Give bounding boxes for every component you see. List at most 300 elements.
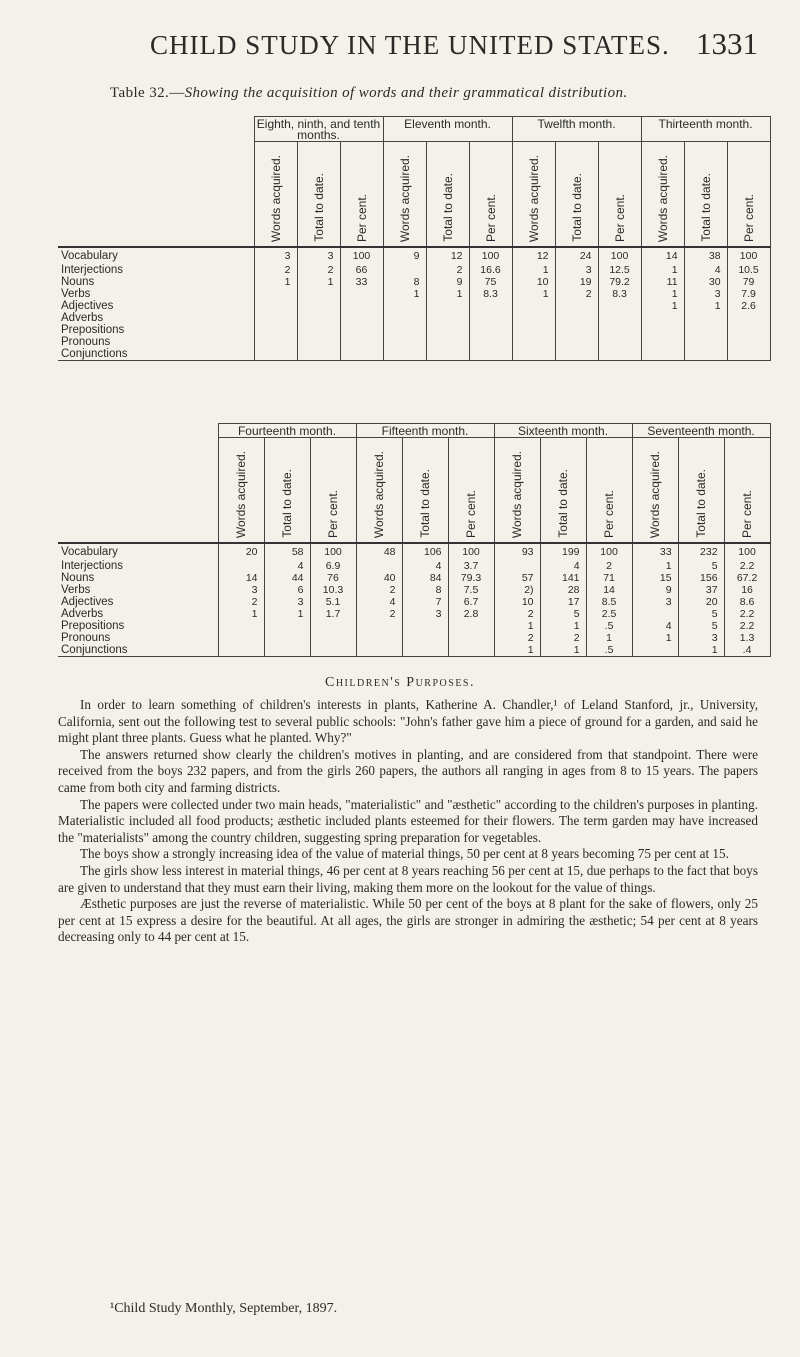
- table-cell: 37: [678, 584, 724, 596]
- table-cell: 14: [218, 572, 264, 584]
- table-cell: 1: [641, 300, 684, 312]
- table-cell: 28: [540, 584, 586, 596]
- table-cell: 79.3: [448, 572, 494, 584]
- page-header: [0, 26, 800, 70]
- table-cell: [426, 300, 469, 312]
- paragraph: The boys show a strongly increasing idea of the value of material things, 50 per cent at 8 years becoming 75 per cent at 15.: [80, 846, 729, 862]
- table-cell: [684, 336, 727, 348]
- table-cell: 10: [494, 596, 540, 608]
- table-cell: [512, 324, 555, 336]
- column-header-label: Words acquired.: [234, 450, 248, 538]
- table-cell: 6.7: [448, 596, 494, 608]
- table-row: [58, 348, 770, 361]
- column-header: [727, 142, 770, 248]
- table-cell: 156: [678, 572, 724, 584]
- table-row: [58, 288, 770, 300]
- table-cell: [494, 560, 540, 572]
- table-cell: [555, 312, 598, 324]
- column-header: [632, 438, 678, 544]
- table-cell: 2): [494, 584, 540, 596]
- table-row: [58, 608, 770, 620]
- table-cell: 1: [383, 288, 426, 300]
- header-blank: [58, 424, 218, 544]
- table-cell: 9: [426, 276, 469, 288]
- table-cell: [426, 324, 469, 336]
- table-cell: 1: [641, 288, 684, 300]
- row-label: Prepositions: [58, 324, 254, 336]
- body-text: [58, 697, 758, 946]
- table-caption-label: Table 32.—: [110, 85, 185, 101]
- table-cell: 4: [264, 560, 310, 572]
- table-cell: 14: [641, 247, 684, 264]
- table-cell: [340, 312, 383, 324]
- table-cell: 2: [356, 608, 402, 620]
- footnote: ¹Child Study Monthly, September, 1897.: [110, 1301, 338, 1316]
- table-cell: 20: [218, 543, 264, 560]
- table-cell: 1: [494, 644, 540, 657]
- table-cell: [555, 300, 598, 312]
- row-label: Interjections: [58, 560, 218, 572]
- table-cell: 4: [402, 560, 448, 572]
- table-cell: [469, 348, 512, 361]
- table-cell: 3: [555, 264, 598, 276]
- column-header: [512, 142, 555, 248]
- table-cell: [727, 336, 770, 348]
- table-cell: [598, 324, 641, 336]
- table-cell: 1: [494, 620, 540, 632]
- table-cell: [426, 348, 469, 361]
- table-cell: 20: [678, 596, 724, 608]
- table-cell: 3: [254, 247, 297, 264]
- column-header-label: Per cent.: [326, 489, 340, 538]
- table-cell: 66: [340, 264, 383, 276]
- table-cell: [402, 620, 448, 632]
- table-cell: [448, 644, 494, 657]
- table-cell: [448, 620, 494, 632]
- column-header-label: Total to date.: [556, 469, 571, 538]
- table-cell: 2.6: [727, 300, 770, 312]
- table-cell: [340, 300, 383, 312]
- paragraph: In order to learn something of children's interests in plants, Katherine A. Chandler,¹ of Leland Stanford, jr., University, California, sent out the following test to several public schools: "John's father gave him a piece of ground for a garden, and said he might plant three plants. Guess what he planted. Why?": [58, 697, 758, 746]
- column-header: [356, 438, 402, 544]
- table-cell: [254, 336, 297, 348]
- table-cell: 141: [540, 572, 586, 584]
- table-cell: 4: [684, 264, 727, 276]
- table-cell: [297, 336, 340, 348]
- table-cell: [469, 324, 512, 336]
- table-cell: 9: [632, 584, 678, 596]
- table-cell: 2: [254, 264, 297, 276]
- table-cell: 8: [383, 276, 426, 288]
- table-cell: 75: [469, 276, 512, 288]
- table-cell: 100: [586, 543, 632, 560]
- table-cell: 8: [402, 584, 448, 596]
- table-cell: 5: [678, 620, 724, 632]
- column-header: [586, 438, 632, 544]
- table-cell: [340, 288, 383, 300]
- paragraph: The girls show less interest in material things, 46 per cent at 8 years reaching 56 per cent at 15, due perhaps to the fact that boys are given to understand that they must earn their living, making them more on the lookout for the value of things.: [58, 862, 758, 895]
- table-cell: 8.3: [598, 288, 641, 300]
- column-header: [540, 438, 586, 544]
- header-blank: [58, 117, 254, 248]
- period-header: Sixteenth month.: [494, 424, 632, 438]
- column-header-label: Total to date.: [698, 173, 713, 242]
- table-cell: 2: [555, 288, 598, 300]
- table-cell: 1.7: [310, 608, 356, 620]
- table-cell: 10.3: [310, 584, 356, 596]
- table-cell: [512, 300, 555, 312]
- column-header-label: Words acquired.: [526, 154, 541, 242]
- table-cell: [402, 632, 448, 644]
- row-label: Adjectives: [58, 596, 218, 608]
- table-cell: 14: [586, 584, 632, 596]
- table-cell: 3: [218, 584, 264, 596]
- column-header: [254, 142, 297, 248]
- table-cell: [310, 620, 356, 632]
- column-header-label: Per cent.: [602, 489, 617, 538]
- table-cell: [297, 300, 340, 312]
- table-cell: 1: [254, 276, 297, 288]
- table-cell: 16.6: [469, 264, 512, 276]
- table-cell: 4: [356, 596, 402, 608]
- table-cell: 5.1: [310, 596, 356, 608]
- period-header: Fourteenth month.: [218, 424, 356, 438]
- row-label: Vocabulary: [58, 543, 218, 560]
- table-cell: [356, 620, 402, 632]
- table-cell: 38: [684, 247, 727, 264]
- table-caption-title: Showing the acquisition of words and their grammatical distribution.: [184, 85, 628, 101]
- table-cell: [254, 324, 297, 336]
- table-cell: 10.5: [727, 264, 770, 276]
- table-cell: 1: [684, 300, 727, 312]
- table-cell: 12: [512, 247, 555, 264]
- column-header-label: Per cent.: [740, 489, 755, 538]
- table-cell: 1: [540, 620, 586, 632]
- table-cell: [469, 312, 512, 324]
- table-cell: [254, 312, 297, 324]
- table-cell: 5: [678, 560, 724, 572]
- page-number: 1331: [696, 26, 758, 61]
- table-cell: [469, 336, 512, 348]
- table-cell: 16: [724, 584, 770, 596]
- table-cell: [555, 324, 598, 336]
- table-cell: 44: [264, 572, 310, 584]
- table-cell: 100: [727, 247, 770, 264]
- paragraph: Æsthetic purposes are just the reverse of materialistic. While 50 per cent of the boys at 8 plant for the sake of flowers, only 25 per cent at 15 express a desire for the beautiful. At all ages, the girls are stronger in admiring the æsthetic; 54 per cent at 8 years decreasing only to 44 per cent at 15.: [58, 896, 758, 945]
- table-cell: [402, 644, 448, 657]
- column-header-label: Per cent.: [612, 193, 627, 242]
- table-cell: 1: [632, 632, 678, 644]
- table-cell: 3: [678, 632, 724, 644]
- row-label: Adverbs: [58, 312, 254, 324]
- table-cell: 79: [727, 276, 770, 288]
- column-header: [297, 142, 340, 248]
- table-cell: 84: [402, 572, 448, 584]
- column-header-label: Words acquired.: [268, 154, 283, 242]
- table-row: [58, 324, 770, 336]
- table-cell: 79.2: [598, 276, 641, 288]
- table-cell: 1: [632, 560, 678, 572]
- row-label: Interjections: [58, 264, 254, 276]
- table-cell: [383, 324, 426, 336]
- table-cell: [632, 608, 678, 620]
- table-cell: 3: [297, 247, 340, 264]
- table-cell: 48: [356, 543, 402, 560]
- table-cell: [641, 312, 684, 324]
- table-row: [58, 596, 770, 608]
- table-row: [58, 584, 770, 596]
- row-label: Pronouns: [58, 336, 254, 348]
- period-header: Twelfth month.: [512, 117, 641, 142]
- table-cell: 40: [356, 572, 402, 584]
- table-cell: 67.2: [724, 572, 770, 584]
- table-cell: [356, 632, 402, 644]
- column-header-label: Total to date.: [311, 173, 326, 242]
- column-header: [598, 142, 641, 248]
- table-cell: 100: [469, 247, 512, 264]
- table-cell: 100: [448, 543, 494, 560]
- table-cell: .5: [586, 620, 632, 632]
- table-cell: 199: [540, 543, 586, 560]
- table-cell: 30: [684, 276, 727, 288]
- table-cell: 1: [426, 288, 469, 300]
- table-cell: [340, 324, 383, 336]
- table-cell: .5: [586, 644, 632, 657]
- table-cell: 2: [586, 560, 632, 572]
- table-cell: 12.5: [598, 264, 641, 276]
- table-cell: [383, 336, 426, 348]
- column-header-label: Per cent.: [464, 489, 479, 538]
- table-cell: [426, 336, 469, 348]
- table-cell: 7.9: [727, 288, 770, 300]
- table-cell: 106: [402, 543, 448, 560]
- table-row: [58, 247, 770, 264]
- column-header: [494, 438, 540, 544]
- period-header: Fifteenth month.: [356, 424, 494, 438]
- table-cell: [383, 264, 426, 276]
- table-cell: [218, 560, 264, 572]
- table-cell: 6.9: [310, 560, 356, 572]
- table-cell: 100: [310, 543, 356, 560]
- row-label: Adverbs: [58, 608, 218, 620]
- column-header: [448, 438, 494, 544]
- column-header: [340, 142, 383, 248]
- period-header: Seventeenth month.: [632, 424, 770, 438]
- table-cell: [727, 312, 770, 324]
- column-header-label: Total to date.: [694, 469, 709, 538]
- vocabulary-table-months-8-13: [58, 116, 771, 361]
- row-label: Verbs: [58, 288, 254, 300]
- table-cell: [684, 348, 727, 361]
- row-label: Vocabulary: [58, 247, 254, 264]
- table-cell: 33: [632, 543, 678, 560]
- table-cell: 100: [724, 543, 770, 560]
- row-label: Verbs: [58, 584, 218, 596]
- row-label: Prepositions: [58, 620, 218, 632]
- column-header: [402, 438, 448, 544]
- table-cell: 5: [678, 608, 724, 620]
- table-cell: 3: [264, 596, 310, 608]
- column-header: [555, 142, 598, 248]
- table-cell: [254, 300, 297, 312]
- table-cell: [383, 300, 426, 312]
- table-row: [58, 572, 770, 584]
- table-cell: 8.5: [586, 596, 632, 608]
- column-header-label: Per cent.: [483, 193, 498, 242]
- table-cell: 1: [512, 288, 555, 300]
- table-cell: 100: [340, 247, 383, 264]
- table-cell: [264, 632, 310, 644]
- table-row: [58, 264, 770, 276]
- table-cell: [469, 300, 512, 312]
- table-cell: [297, 288, 340, 300]
- table-cell: [340, 348, 383, 361]
- table-cell: [356, 560, 402, 572]
- table-cell: 71: [586, 572, 632, 584]
- table-cell: [598, 300, 641, 312]
- table-cell: 2: [494, 632, 540, 644]
- paragraph: The papers were collected under two main heads, "materialistic" and "æsthetic" according to the children's purposes in planting. Materialistic included all food products; æsthetic included plants esteemed for their flowers. The term garden may have increased the "materialists" among the country children, suggesting spring preparation for vegetables.: [58, 796, 758, 845]
- table-row: [58, 560, 770, 572]
- table-cell: 2.2: [724, 608, 770, 620]
- table-cell: 1: [264, 608, 310, 620]
- table-cell: 57: [494, 572, 540, 584]
- row-label: Conjunctions: [58, 644, 218, 657]
- table-row: [58, 543, 770, 560]
- period-header: Eleventh month.: [383, 117, 512, 142]
- column-header: [469, 142, 512, 248]
- table-cell: 12: [426, 247, 469, 264]
- table-cell: [448, 632, 494, 644]
- table-cell: .4: [724, 644, 770, 657]
- table-cell: [555, 336, 598, 348]
- table-cell: [512, 348, 555, 361]
- column-header-label: Per cent.: [741, 193, 756, 242]
- table-cell: 93: [494, 543, 540, 560]
- table-cell: [254, 288, 297, 300]
- table-cell: 2: [426, 264, 469, 276]
- period-header: Eighth, ninth, and tenth months.: [254, 117, 383, 142]
- paragraph: The answers returned show clearly the children's motives in planting, and are considered from that standpoint. There were received from the boys 232 papers, and from the girls 260 papers, the authors all ranging in ages from 8 to 15 years. The papers came from both city and farming districts.: [58, 746, 758, 795]
- table-cell: [383, 312, 426, 324]
- table-cell: [598, 336, 641, 348]
- row-label: Nouns: [58, 276, 254, 288]
- table-cell: [254, 348, 297, 361]
- column-header-label: Words acquired.: [655, 154, 670, 242]
- table-cell: 1: [641, 264, 684, 276]
- table-cell: [641, 324, 684, 336]
- table-cell: 5: [540, 608, 586, 620]
- table-cell: 2: [218, 596, 264, 608]
- column-header: [383, 142, 426, 248]
- table-cell: 1: [512, 264, 555, 276]
- table-row: [58, 644, 770, 657]
- table-cell: [297, 324, 340, 336]
- table-cell: 76: [310, 572, 356, 584]
- column-header-label: Per cent.: [354, 193, 369, 242]
- table-cell: 1: [586, 632, 632, 644]
- table-cell: [641, 348, 684, 361]
- column-header-label: Words acquired.: [648, 450, 663, 538]
- table-cell: 3: [402, 608, 448, 620]
- period-header: Thirteenth month.: [641, 117, 770, 142]
- table-cell: [598, 312, 641, 324]
- table-cell: [383, 348, 426, 361]
- table-cell: 232: [678, 543, 724, 560]
- table-cell: [512, 336, 555, 348]
- table-cell: 10: [512, 276, 555, 288]
- table-cell: [297, 348, 340, 361]
- table-cell: 17: [540, 596, 586, 608]
- column-header: [426, 142, 469, 248]
- table-cell: 1: [297, 276, 340, 288]
- row-label: Pronouns: [58, 632, 218, 644]
- table-cell: 7: [402, 596, 448, 608]
- table-cell: [632, 644, 678, 657]
- table-caption: [110, 85, 628, 102]
- table-cell: [297, 312, 340, 324]
- table-cell: 4: [632, 620, 678, 632]
- table-cell: [218, 620, 264, 632]
- table-row: [58, 336, 770, 348]
- table-cell: [218, 632, 264, 644]
- table-cell: 1: [218, 608, 264, 620]
- table-cell: [727, 324, 770, 336]
- table-cell: 2: [297, 264, 340, 276]
- column-header-label: Words acquired.: [372, 450, 387, 538]
- table-cell: [598, 348, 641, 361]
- table-cell: [264, 620, 310, 632]
- column-header: [724, 438, 770, 544]
- column-header-label: Total to date.: [418, 469, 433, 538]
- table-cell: 8.6: [724, 596, 770, 608]
- column-header-label: Words acquired.: [397, 154, 412, 242]
- table-cell: 6: [264, 584, 310, 596]
- table-cell: [264, 644, 310, 657]
- table-cell: [340, 336, 383, 348]
- table-cell: [727, 348, 770, 361]
- table-cell: 2.2: [724, 620, 770, 632]
- table-cell: 2.2: [724, 560, 770, 572]
- table-cell: 2.8: [448, 608, 494, 620]
- table-cell: [310, 644, 356, 657]
- table-cell: 7.5: [448, 584, 494, 596]
- table-cell: 33: [340, 276, 383, 288]
- table-cell: 24: [555, 247, 598, 264]
- table-cell: [684, 324, 727, 336]
- table-cell: 2: [356, 584, 402, 596]
- column-header: [218, 438, 264, 544]
- table-cell: 2.5: [586, 608, 632, 620]
- column-header-label: Total to date.: [280, 469, 294, 538]
- table-cell: 9: [383, 247, 426, 264]
- table-cell: 8.3: [469, 288, 512, 300]
- table-cell: 1: [678, 644, 724, 657]
- table-row: [58, 312, 770, 324]
- table-cell: 11: [641, 276, 684, 288]
- table-cell: 1.3: [724, 632, 770, 644]
- table-cell: 3: [632, 596, 678, 608]
- table-cell: 2: [540, 632, 586, 644]
- table-cell: [356, 644, 402, 657]
- table-cell: 100: [598, 247, 641, 264]
- column-header: [641, 142, 684, 248]
- column-header-label: Words acquired.: [510, 450, 525, 538]
- table-cell: [641, 336, 684, 348]
- table-cell: 19: [555, 276, 598, 288]
- running-head: CHILD STUDY IN THE UNITED STATES.: [150, 30, 670, 60]
- table-cell: 4: [540, 560, 586, 572]
